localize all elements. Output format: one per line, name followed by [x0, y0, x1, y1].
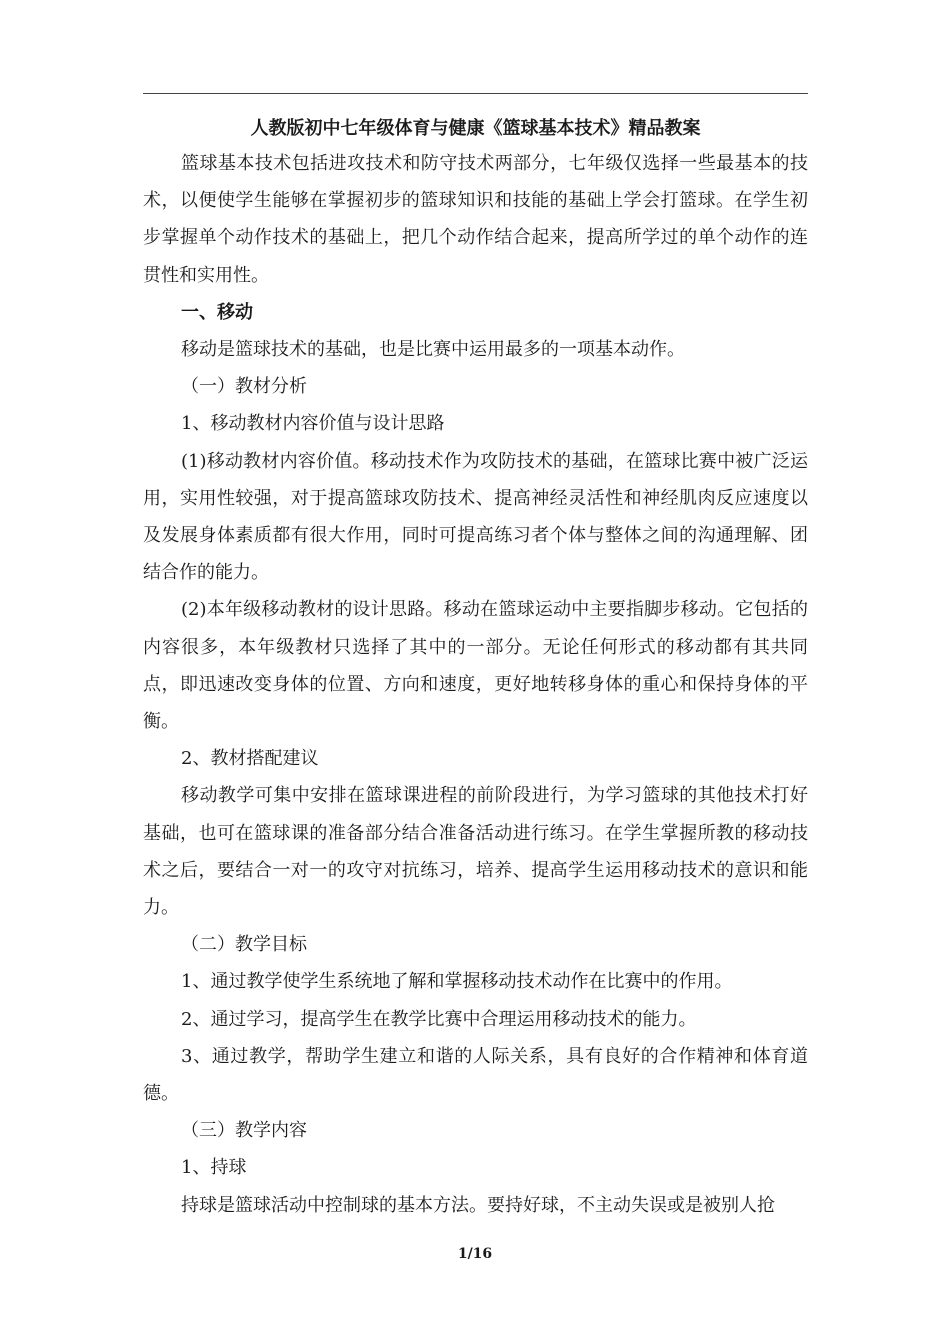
body-paragraph: (2)本年级移动教材的设计思路。移动在篮球运动中主要指脚步移动。它包括的内容很多，本年级教材只选择了其中的一部分。无论任何形式的移动都有其共同点，即迅速改变身体的位置、方向和速度，更好地转移身体的重心和保持身体的平衡。	[143, 599, 808, 733]
subsection-heading: 2、教材搭配建议	[181, 748, 319, 770]
section-heading-movement: 一、移动	[181, 301, 253, 323]
list-item: 2、通过学习，提高学生在教学比赛中合理运用移动技术的能力。	[181, 1008, 697, 1030]
document-body	[143, 145, 808, 1224]
list-item: 3、通过教学，帮助学生建立和谐的人际关系，具有良好的合作精神和体育道德。	[143, 1045, 808, 1105]
list-item: 1、通过教学使学生系统地了解和掌握移动技术动作在比赛中的作用。	[181, 971, 733, 993]
subsection-heading: 1、移动教材内容价值与设计思路	[181, 413, 445, 435]
subsection-heading: （一）教材分析	[181, 376, 307, 398]
document-title: 人教版初中七年级体育与健康《篮球基本技术》精品教案	[250, 118, 701, 139]
body-paragraph: (1)移动教材内容价值。移动技术作为攻防技术的基础，在篮球比赛中被广泛运用，实用性较强，对于提高篮球攻防技术、提高神经灵活性和神经肌肉反应速度以及发展身体素质都有很大作用，同时可提高练习者个体与整体之间的沟通理解、团结合作的能力。	[143, 450, 808, 584]
body-paragraph: 移动教学可集中安排在篮球课进程的前阶段进行，为学习篮球的其他技术打好基础，也可在篮球课的准备部分结合准备活动进行练习。在学生掌握所教的移动技术之后，要结合一对一的攻守对抗练习，培养、提高学生运用移动技术的意识和能力。	[143, 785, 808, 919]
header-rule	[143, 93, 808, 94]
subsection-heading: （三）教学内容	[181, 1120, 307, 1142]
body-paragraph: 移动是篮球技术的基础，也是比赛中运用最多的一项基本动作。	[181, 339, 685, 361]
subsection-heading: （二）教学目标	[181, 934, 307, 956]
subsection-heading: 1、持球	[181, 1157, 247, 1179]
page-number: 1/16	[457, 1246, 493, 1262]
intro-paragraph: 篮球基本技术包括进攻技术和防守技术两部分，七年级仅选择一些最基本的技术，以便使学生能够在掌握初步的篮球知识和技能的基础上学会打篮球。在学生初步掌握单个动作技术的基础上，把几个动作结合起来，提高所学过的单个动作的连贯性和实用性。	[143, 153, 808, 286]
body-paragraph: 持球是篮球活动中控制球的基本方法。要持好球，不主动失误或是被别人抢	[181, 1194, 775, 1216]
